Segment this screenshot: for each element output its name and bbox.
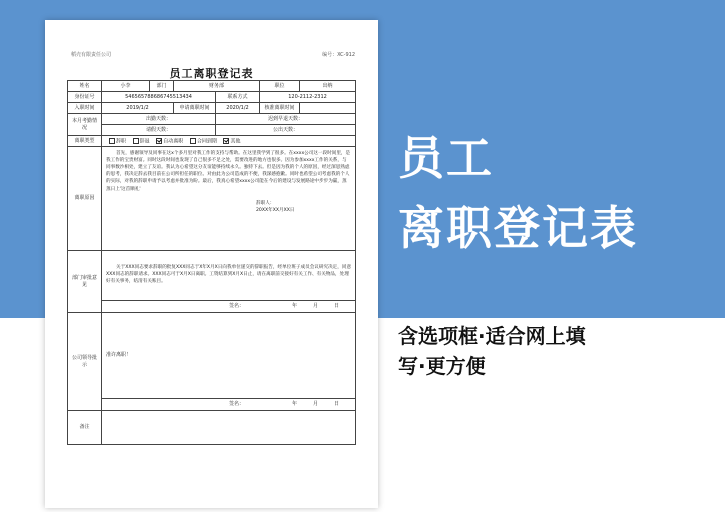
- row-leader-approval: [68, 313, 356, 399]
- value-dept[interactable]: 财务部: [174, 81, 260, 92]
- label-name: 姓名: [68, 81, 102, 92]
- row-type: [68, 136, 356, 147]
- value-approve-date[interactable]: [300, 103, 356, 114]
- leader-sign-cell[interactable]: [102, 399, 356, 411]
- promo-subtitle-line2: 写·更方便: [398, 354, 486, 378]
- label-leader-approval: 公司领导批示: [68, 313, 102, 411]
- promo-title-line2: 离职登记表: [398, 201, 638, 255]
- late-days[interactable]: 迟到早退天数：: [216, 114, 356, 125]
- leader-approval-text: 准许离职！: [106, 352, 132, 359]
- dept-sign-month: 月: [313, 303, 319, 310]
- value-name[interactable]: 小李: [102, 81, 150, 92]
- leader-sign-year: 年: [291, 401, 297, 408]
- checkbox-contract-end[interactable]: [190, 138, 196, 144]
- label-attendance: 本月考勤情况: [68, 114, 102, 136]
- option-other: 其他: [230, 138, 241, 145]
- option-dismiss: 辞退: [139, 138, 150, 145]
- row-id: [68, 92, 356, 103]
- value-id[interactable]: 546565788686745513434: [102, 92, 216, 103]
- checkbox-other[interactable]: [223, 138, 229, 144]
- row-reason: [68, 147, 356, 251]
- label-hire-date: 入职时间: [68, 103, 102, 114]
- checkbox-dismiss[interactable]: [133, 138, 139, 144]
- label-dept-approval: 部门审批意见: [68, 251, 102, 313]
- promo-title-line1: 员工: [398, 131, 494, 185]
- leader-sign-day: 日: [334, 401, 340, 408]
- sheet-header: [71, 51, 355, 61]
- row-remark: [68, 411, 356, 445]
- reason-cell[interactable]: [102, 147, 356, 251]
- dept-sign-year: 年: [291, 303, 297, 310]
- label-remark: 备注: [68, 411, 102, 445]
- leader-sign-month: 月: [313, 401, 319, 408]
- dept-approval-cell[interactable]: [102, 251, 356, 301]
- checkbox-resign[interactable]: [109, 138, 115, 144]
- promo-subtitle-line1: 含选项框·适合网上填: [398, 324, 586, 348]
- label-position: 职位: [260, 81, 300, 92]
- value-apply-date[interactable]: 2020/1/2: [216, 103, 260, 114]
- value-contact[interactable]: 120-2112-2312: [260, 92, 356, 103]
- checkbox-voluntary[interactable]: [156, 138, 162, 144]
- label-approve-date: 核准离职时间: [260, 103, 300, 114]
- dept-sign-day: 日: [334, 303, 340, 310]
- row-attendance-1: [68, 114, 356, 125]
- option-voluntary: 自动离职: [163, 138, 184, 145]
- option-contract-end: 合同到期: [196, 138, 217, 145]
- remark-cell[interactable]: [102, 411, 356, 445]
- dept-sign-cell[interactable]: [102, 301, 356, 313]
- form-title: 员工离职登记表: [169, 67, 254, 80]
- label-apply-date: 申请离职时间: [174, 103, 216, 114]
- label-contact: 联系方式: [216, 92, 260, 103]
- leave-days[interactable]: 请假天数：: [102, 125, 216, 136]
- value-position[interactable]: 出纳: [300, 81, 356, 92]
- row-dept-sign: [68, 301, 356, 313]
- business-days[interactable]: 公出天数：: [216, 125, 356, 136]
- attendance-days[interactable]: 出勤天数：: [102, 114, 216, 125]
- row-attendance-2: [68, 125, 356, 136]
- label-reason: 离职原因: [68, 147, 102, 251]
- label-type: 离职类型: [68, 136, 102, 147]
- label-dept: 部门: [150, 81, 174, 92]
- option-resign: 辞职: [116, 138, 127, 145]
- leader-sign-label: 签名：: [228, 401, 244, 408]
- resignation-form-table: [67, 80, 356, 445]
- dept-sign-label: 签名：: [228, 303, 244, 310]
- form-code: 编号：XC-912: [322, 52, 355, 58]
- company-name: 稻壳有限责任公司: [71, 52, 112, 58]
- reason-text: 首先，感谢领导及同事在这x个多月里对我工作的支持与帮助。在这里我学到了很多。在xxxx公司这一段时间里，是我工作的宝贵财富。同时这段时间也发现了自己很多不足之处，需要改进的地方也很多。因为参加xxxx工作的关系，与同事数沙相处，建立了友谊。我认为心希望这分友谊能够持续永久。独特下去。但是因为我的个人的原因，经过深思熟虑的思考，我决定辞去我目前在公司所担任的职位。对由此为公司造成的不便，我深感抱歉。同时也希望公司考虑我的个人的实际，对我的辞职申请予以考虑并批准为盼。最后，我真心希望xxxx公司能在今后的建设与发展路途中步步为赢，蒸蒸日上'这首顺礼': [106, 151, 351, 192]
- row-dates: [68, 103, 356, 114]
- type-options: [102, 136, 356, 147]
- dept-approval-text: 关于XXX同志要求辞职的批复XXX同志于X年X月X日向我单位递交的辞职报告，经单位班子成员会议研究决定，同意XXX同志的辞职请求。XXX同志可于X月X日离职。工资结算到X月X日止，请在离职前交接好有关工作、有关物品，处理好有关事务，结清有关账目。: [106, 265, 352, 285]
- row-leader-sign: [68, 399, 356, 411]
- label-id: 身份证号: [68, 92, 102, 103]
- resigner-label: 辞职人：: [256, 200, 275, 206]
- leader-approval-cell[interactable]: [102, 313, 356, 399]
- resign-date: 20XX年XX月XX日: [256, 207, 295, 213]
- reason-signature: [256, 201, 351, 215]
- row-basic: [68, 81, 356, 92]
- form-sheet: [45, 20, 378, 508]
- row-dept-approval: [68, 251, 356, 301]
- value-hire-date[interactable]: 2019/1/2: [102, 103, 174, 114]
